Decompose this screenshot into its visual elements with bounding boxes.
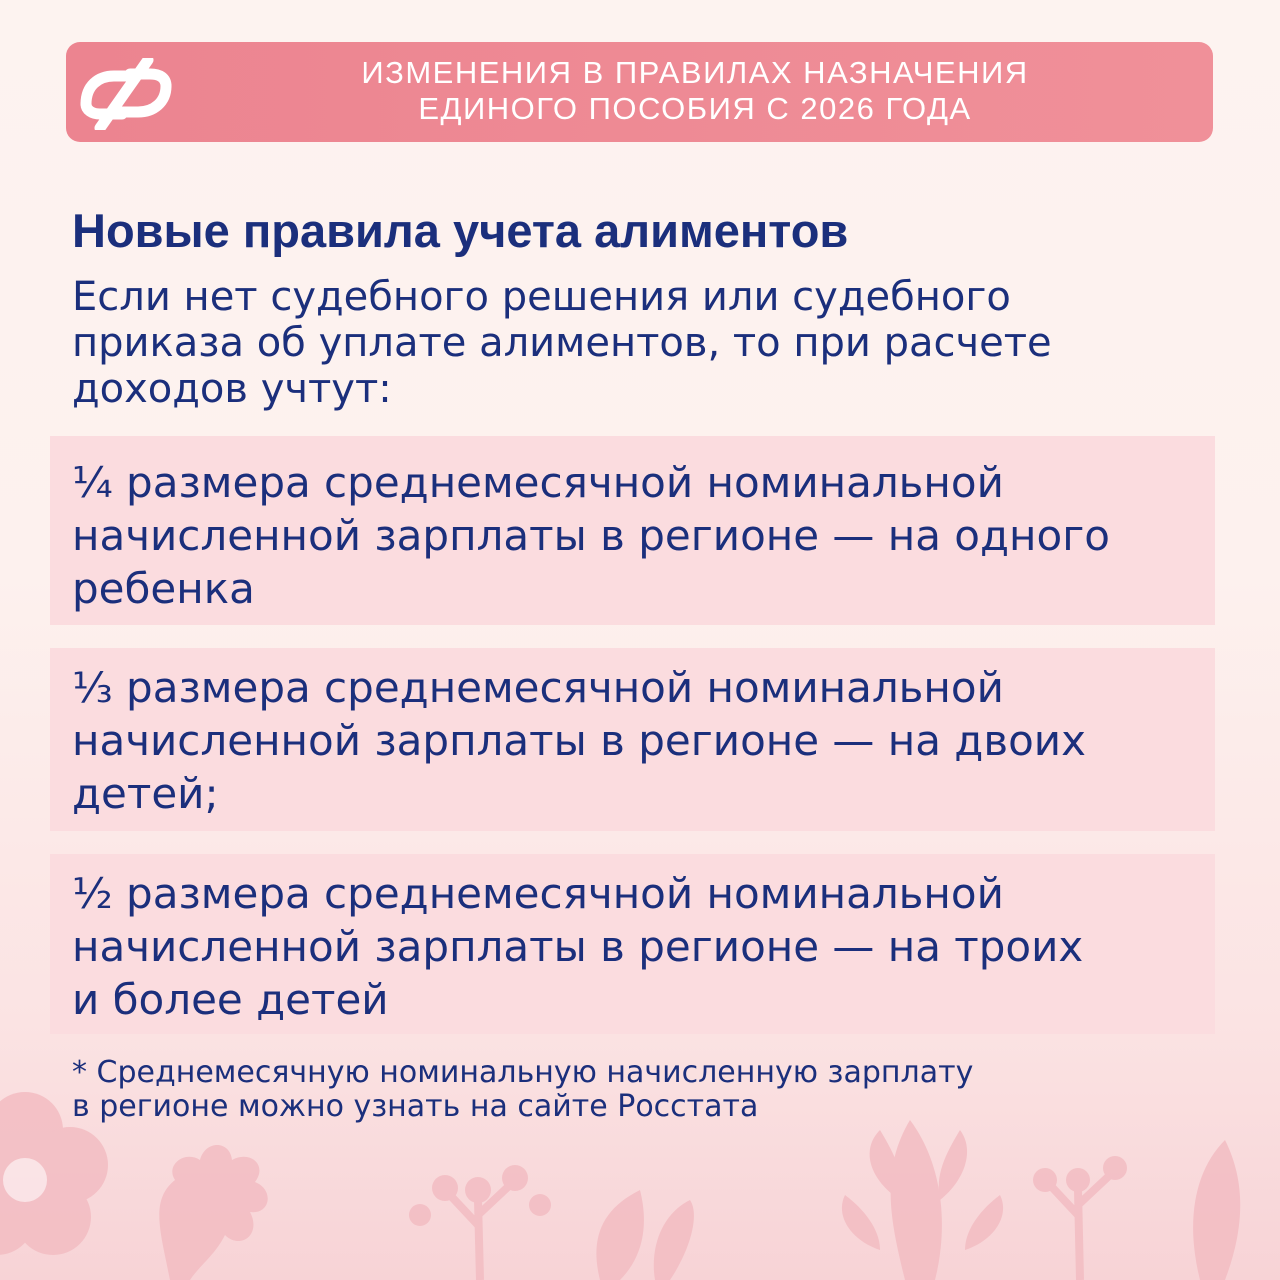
rule-card-two-children [50, 648, 1215, 831]
section-title: Новые правила учета алиментов [72, 204, 849, 257]
leaf-icon [891, 1120, 942, 1280]
sfr-logo-icon [78, 58, 174, 130]
intro-text: Если нет судебного решения или судебного приказа об уплате алиментов, то при расчете доходов учтут: [72, 274, 1052, 412]
berry-branch-icon [409, 1165, 551, 1280]
berry-branch-icon [1033, 1156, 1127, 1280]
rule-card-one-child [50, 436, 1215, 625]
footnote: * Среднемесячную номинальную начисленную зарплату в регионе можно узнать на сайте Росстата [72, 1055, 974, 1124]
rule-text: ⅓ размера среднемесячной номинальной начисленной зарплаты в регионе — на двоих детей; [72, 663, 1086, 818]
leaf-icon [1193, 1140, 1240, 1280]
leaf-icon [965, 1195, 1003, 1250]
rule-text: ½ размера среднемесячной номинальной начисленной зарплаты в регионе — на троих и более детей [72, 869, 1084, 1024]
leaf-icon [159, 1145, 267, 1280]
leaf-icon [596, 1190, 644, 1280]
rule-text: ¼ размера среднемесячной номинальной начисленной зарплаты в регионе — на одного ребенка [72, 458, 1110, 613]
rule-card-three-children [50, 854, 1215, 1034]
leaf-icon [939, 1130, 967, 1200]
header-title: ИЗМЕНЕНИЯ В ПРАВИЛАХ НАЗНАЧЕНИЯ ЕДИНОГО ПОСОБИЯ С 2026 ГОДА [361, 55, 1029, 126]
leaf-icon [842, 1195, 880, 1250]
leaf-icon [654, 1200, 694, 1280]
leaf-icon [870, 1130, 902, 1200]
